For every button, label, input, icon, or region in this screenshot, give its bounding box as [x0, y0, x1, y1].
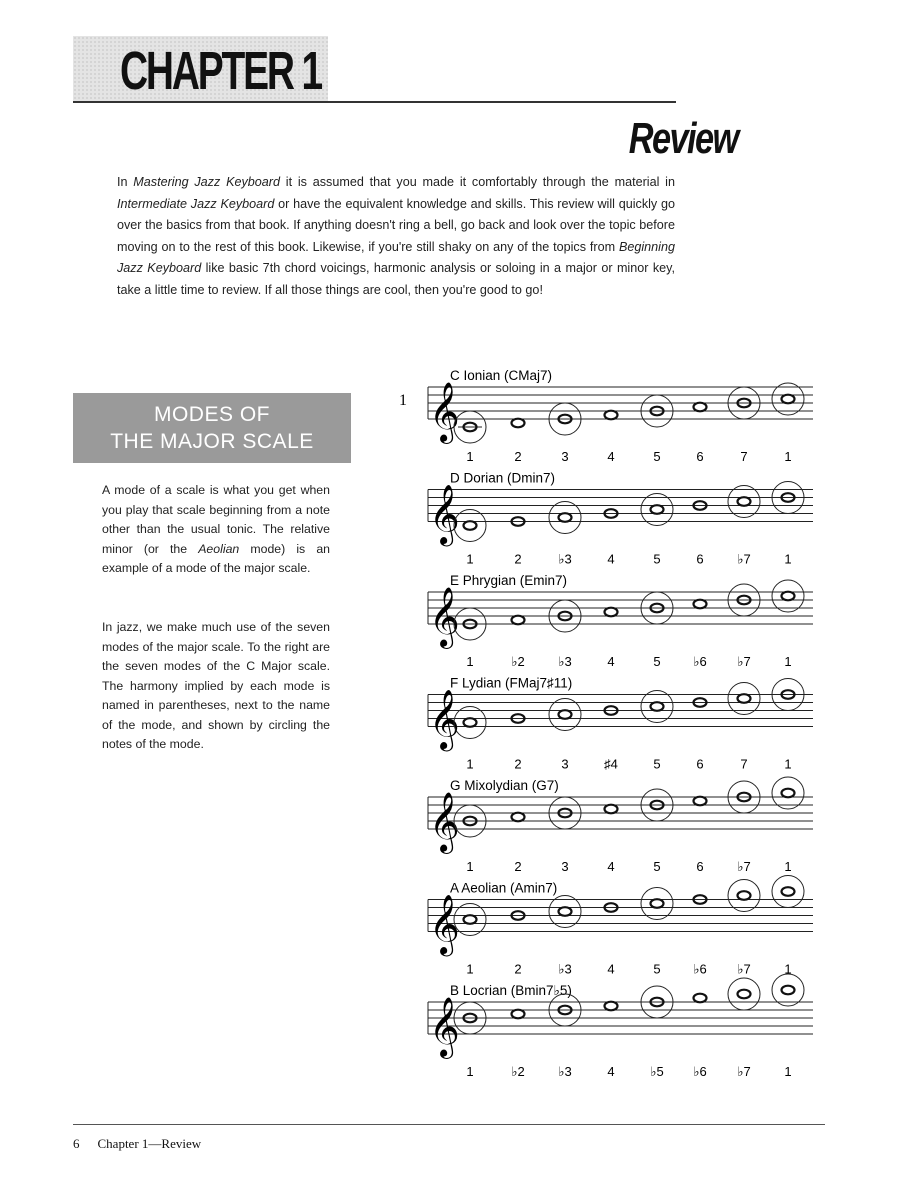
scale-degree-label: 4 [607, 449, 615, 464]
chord-tone-circle [772, 876, 804, 908]
treble-clef-icon: 𝄞 [429, 587, 460, 647]
scale-degree-label: ♭7 [737, 654, 751, 669]
whole-note [738, 694, 751, 703]
treble-clef-icon: 𝄞 [429, 997, 460, 1057]
scale-degree-label: 5 [653, 449, 661, 464]
chapter-rule [73, 101, 676, 103]
chord-tone-circle [728, 880, 760, 912]
scale-degree-label: ♭3 [558, 1064, 572, 1079]
whole-note [651, 505, 664, 514]
mode-name: F Lydian (FMaj7♯11) [450, 675, 573, 691]
scale-degree-label: 1 [784, 961, 792, 977]
mode-staves [395, 360, 825, 1080]
whole-note [694, 600, 707, 609]
whole-note [605, 1002, 618, 1011]
chord-tone-circle [772, 777, 804, 809]
whole-note [782, 887, 795, 896]
banner-line-1: MODES OF [153, 403, 270, 426]
scale-degree-label: ♭7 [737, 859, 751, 874]
scale-degree-label: 1 [466, 859, 474, 874]
footer-rule [73, 1124, 825, 1125]
scale-degree-label: 6 [696, 551, 704, 567]
scale-degree-label: 5 [653, 654, 661, 669]
scale-degree-label: 4 [607, 961, 615, 977]
chord-tone-circle [641, 888, 673, 920]
modes-banner [73, 393, 351, 463]
chord-tone-circle [728, 486, 760, 518]
scale-degree-label: 1 [784, 654, 792, 669]
whole-note [651, 899, 664, 908]
whole-note [464, 915, 477, 924]
scale-degree-label: 1 [466, 654, 474, 669]
scale-degree-label: 7 [740, 756, 748, 772]
scale-degree-label: 4 [607, 859, 615, 874]
chord-tone-circle [772, 580, 804, 612]
scale-degree-label: 5 [653, 961, 661, 977]
scale-degree-label: 1 [784, 449, 792, 464]
scale-degree-label: ♭7 [737, 961, 751, 977]
footer [73, 1136, 201, 1152]
scale-degree-label: 4 [607, 654, 615, 669]
scale-degree-label: 3 [561, 756, 569, 772]
mode-name: D Dorian (Dmin7) [450, 470, 556, 486]
whole-note [782, 395, 795, 404]
whole-note [559, 513, 572, 522]
whole-note [559, 710, 572, 719]
whole-note [559, 907, 572, 916]
scale-degree-label: 7 [740, 449, 748, 464]
chord-tone-circle [728, 978, 760, 1010]
scale-degree-label: 5 [653, 551, 661, 567]
treble-clef-icon: 𝄞 [429, 894, 460, 955]
scale-degree-label: 1 [466, 1064, 474, 1079]
scale-degree-label: 1 [784, 756, 792, 772]
scale-degree-label: 1 [466, 449, 474, 464]
scale-degree-label: ♭7 [737, 551, 751, 567]
whole-note [464, 718, 477, 727]
scale-degree-label: ♭2 [511, 654, 525, 669]
scale-degree-label: ♭3 [558, 551, 572, 567]
mode-name: G Mixolydian (G7) [450, 778, 559, 793]
chord-tone-circle [641, 691, 673, 723]
scale-degree-label: ♭2 [511, 1064, 525, 1079]
chord-tone-circle [772, 383, 804, 415]
scale-degree-label: ♭6 [693, 654, 707, 669]
scale-degree-label: 1 [784, 859, 792, 874]
mode-name: B Locrian (Bmin7♭5) [450, 983, 572, 998]
chord-tone-circle [549, 502, 581, 534]
chord-tone-circle [549, 699, 581, 731]
scale-degree-label: ♭6 [693, 961, 707, 977]
whole-note [605, 411, 618, 420]
scale-degree-label: 2 [514, 551, 522, 567]
scale-degree-label: 1 [466, 551, 474, 567]
scale-degree-label: 2 [514, 756, 522, 772]
scale-degree-label: 6 [696, 756, 704, 772]
scale-degree-label: 2 [514, 449, 522, 464]
scale-degree-label: 2 [514, 961, 522, 977]
mode-name: C Ionian (CMaj7) [450, 368, 553, 383]
scale-degree-label: 5 [653, 756, 661, 772]
whole-note [782, 986, 795, 995]
scale-degree-label: 5 [653, 859, 661, 874]
scale-degree-label: 3 [561, 449, 569, 464]
whole-note [782, 789, 795, 798]
whole-note [694, 797, 707, 806]
whole-note [512, 1010, 525, 1019]
scale-degree-label: 3 [561, 859, 569, 874]
treble-clef-icon: 𝄞 [429, 484, 460, 545]
chord-tone-circle [728, 683, 760, 715]
scale-degree-label: ♭7 [737, 1064, 751, 1079]
scale-degree-label: 1 [784, 1064, 792, 1079]
scale-degree-label: 6 [696, 449, 704, 464]
page-number: 6 [73, 1136, 80, 1151]
scale-degree-label: 4 [607, 551, 615, 567]
scale-degree-label: 1 [784, 551, 792, 567]
treble-clef-icon: 𝄞 [429, 792, 460, 852]
running-title: Chapter 1—Review [97, 1136, 202, 1151]
whole-note [738, 497, 751, 506]
scale-degree-label: ♭5 [650, 1064, 664, 1079]
scale-degree-label: ♭3 [558, 961, 572, 977]
whole-note [782, 592, 795, 601]
whole-note [738, 990, 751, 999]
chord-tone-circle [772, 974, 804, 1006]
whole-note [694, 403, 707, 412]
whole-note [738, 891, 751, 900]
whole-note [605, 805, 618, 814]
scale-degree-label: 1 [466, 756, 474, 772]
banner-line-2: THE MAJOR SCALE [110, 430, 314, 453]
example-number: 1 [399, 392, 407, 409]
chord-tone-circle [641, 494, 673, 526]
whole-note [512, 616, 525, 625]
chapter-title: CHAPTER 1 [120, 41, 321, 101]
whole-note [694, 994, 707, 1003]
whole-note [512, 419, 525, 428]
whole-note [651, 702, 664, 711]
whole-note [605, 608, 618, 617]
scale-degree-label: 4 [607, 1064, 615, 1079]
treble-clef-icon: 𝄞 [429, 382, 460, 442]
scale-degree-label: ♭6 [693, 1064, 707, 1079]
modes-paragraph-2: In jazz, we make much use of the seven modes of the major scale. To the right are the seven modes of the C Major scale. The harmony implied by each mode is named in parentheses, next to the name of the mode, and shown by circling the notes of the mode. [102, 620, 330, 751]
whole-note [464, 521, 477, 530]
mode-name: E Phrygian (Emin7) [450, 573, 568, 588]
chord-tone-circle [549, 896, 581, 928]
modes-paragraph-1: A mode of a scale is what you get when you play that scale beginning from a note other than the usual tonic. The relative minor (or the Aeolian mode) is an example of a mode of the major scale. [102, 483, 330, 575]
scale-degree-label: 2 [514, 859, 522, 874]
scale-degree-label: ♭3 [558, 654, 572, 669]
section-title: Review [629, 114, 738, 163]
mode-name: A Aeolian (Amin7) [450, 880, 558, 896]
whole-note [512, 813, 525, 822]
scale-degree-label: 1 [466, 961, 474, 977]
scale-degree-label: 6 [696, 859, 704, 874]
scale-degree-label: ♯4 [604, 756, 618, 772]
intro-paragraph: In Mastering Jazz Keyboard it is assumed that you made it comfortably through the material in Intermediate Jazz Keyboard or have the equivalent knowledge and skills. This review will quickly go over the basics from that book. If anything doesn't ring a bell, go back and look over the topic before moving on to the rest of this book. Likewise, if you're still shaky on any of the topics from Beginning Jazz Keyboard like basic 7th chord voicings, harmonic analysis or soloing in a major or minor key, take a little time to review. If all those things are cool, then you're good to go! [117, 175, 676, 297]
treble-clef-icon: 𝄞 [429, 689, 460, 750]
